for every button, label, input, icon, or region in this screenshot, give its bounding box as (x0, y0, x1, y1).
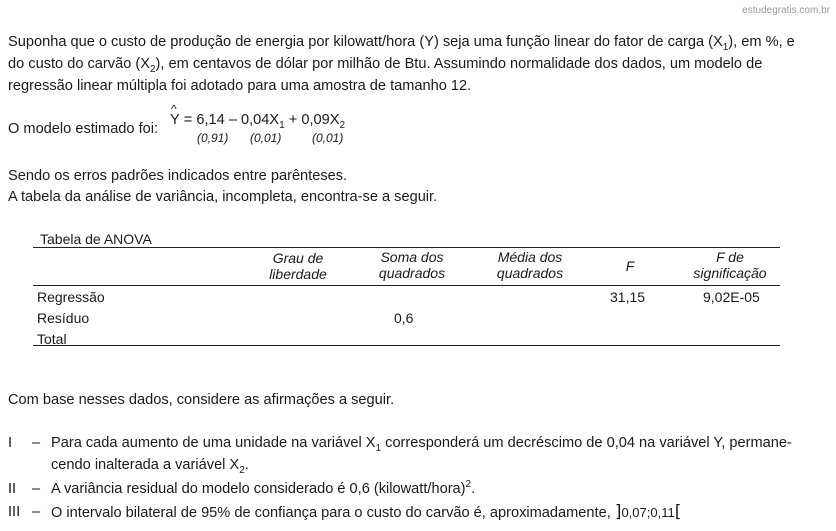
interval-open-bracket: ] (614, 502, 622, 522)
header-sum-of-squares: Soma dos quadrados (378, 249, 446, 281)
header-degrees-of-freedom: Grau de liberdade (269, 250, 327, 282)
header-f: F (625, 258, 635, 274)
standard-error-x2: (0,01) (312, 131, 344, 145)
statement-ii-text: A variância residual do modelo considerado é 0,6 (kilowatt/hora)$^2$. (51, 479, 476, 497)
table-top-rule (33, 247, 780, 248)
header-f-significance: F de significação (693, 249, 767, 281)
intro-line-3: regressão linear múltipla foi adotado para uma amostra de tamanho 12. (8, 78, 472, 94)
statement-ii-dash: – (32, 481, 41, 497)
statement-iii-dash: – (32, 504, 41, 520)
statement-ii (0, 478, 836, 500)
statement-iii (0, 501, 836, 525)
standard-error-intercept: (0,91) (197, 131, 229, 145)
header-mean-squares: Média dos quadrados (496, 249, 564, 281)
intro-line-2: do custo do carvão $(X_2)$, em centavos de dólar por milhão de Btu. Assumindo normalidade dos dados, um modelo de (8, 56, 763, 75)
anova-title: Tabela de ANOVA (40, 231, 152, 247)
intro-line-1: Suponha que o custo de produção de energia por kilowatt/hora (Y) seja uma função linear do fator de carga $(X_1)$, em %, e (8, 34, 795, 53)
statement-i-number: I (8, 435, 13, 451)
statement-i (0, 432, 836, 476)
interval-close-bracket: [ (674, 502, 682, 522)
model-label: O modelo estimado foi: (8, 121, 159, 137)
model-equation: ^ $Y = 6,14 - 0,04X_1 + 0,09X_2$ (170, 102, 346, 131)
row-regression-label: Regressão (37, 289, 105, 305)
watermark: estudegratis.com.br (742, 5, 830, 16)
table-header-rule (33, 285, 780, 286)
standard-errors-note: Sendo os erros padrões indicados entre parênteses. (8, 168, 348, 184)
standard-error-x1: (0,01) (250, 131, 282, 145)
confidence-interval: 0,07;0,11 (621, 505, 675, 520)
statements-intro: Com base nesses dados, considere as afirmações a seguir. (8, 392, 395, 408)
anova-intro: A tabela da análise de variância, incompleta, encontra-se a seguir. (8, 189, 438, 205)
intro-paragraph (8, 31, 828, 97)
statement-iii-text: O intervalo bilateral de 95% de confiança para o custo do carvão é, aproximadamente, ]0,07;0,11[ (51, 502, 682, 522)
statement-i-dash: – (32, 435, 41, 451)
row-regression-f: 31,15 (610, 289, 646, 305)
statement-iii-number: III (8, 504, 21, 520)
row-regression-f-significance: 9,02E-05 (703, 289, 760, 305)
row-total-label: Total (37, 331, 67, 347)
table-bottom-rule (33, 345, 780, 346)
row-residual-sum-of-squares: 0,6 (394, 310, 414, 326)
row-residual-label: Resíduo (37, 310, 90, 326)
statement-ii-number: II (8, 481, 17, 497)
statement-i-text: Para cada aumento de uma unidade na variável $X_1$ corresponderá um decréscimo de 0,04 na variável Y, permane- cendo inalterada a variável $X_2$. (51, 435, 792, 476)
